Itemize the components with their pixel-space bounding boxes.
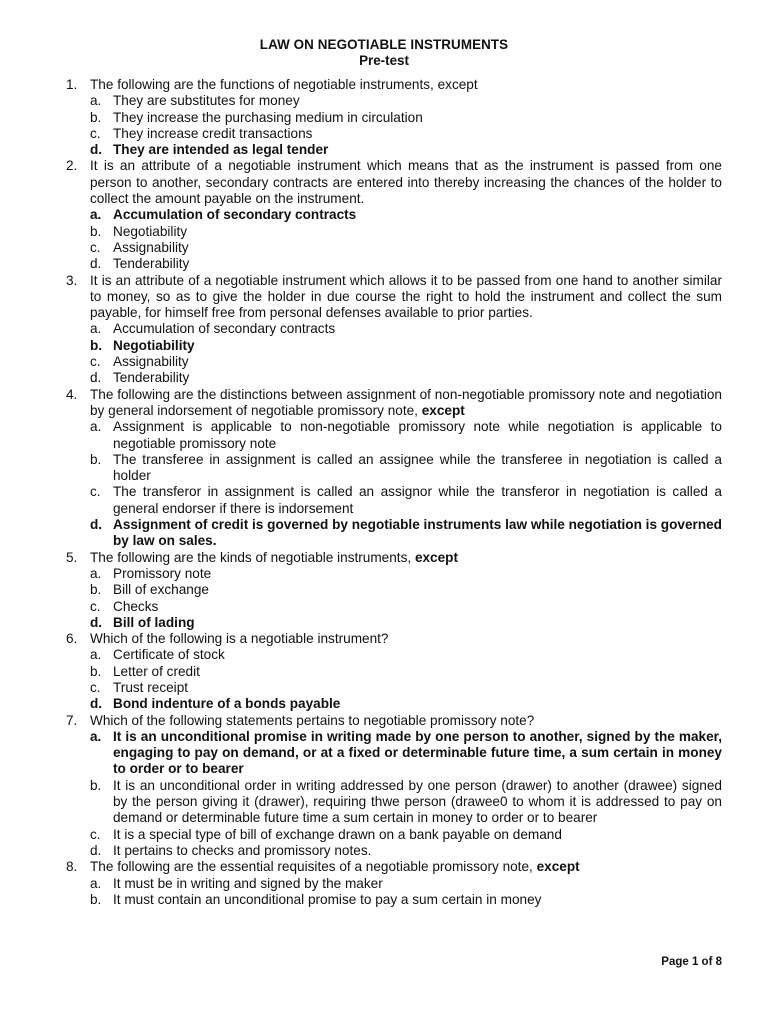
question-number: 7. (66, 712, 78, 728)
question-text: except (536, 859, 580, 875)
answer-option-highlighted (66, 729, 722, 778)
option-text: Bill of exchange (113, 582, 209, 598)
document-subtitle: Pre-test (359, 53, 409, 68)
answer-option (66, 321, 722, 337)
question-number: 4. (66, 386, 78, 402)
document-title: LAW ON NEGOTIABLE INSTRUMENTS (259, 37, 509, 52)
question-text: The following are the distinctions between assignment of non-negotiable promissory note and negotiation by general indorsement of negotiable promissory note, (90, 386, 722, 418)
question-text: Which of the following statements pertains to negotiable promissory note? (90, 712, 535, 728)
document-header (0, 37, 768, 69)
question-item (66, 631, 722, 647)
option-label: c. (90, 354, 101, 370)
option-text: Assignability (113, 354, 189, 370)
question-number: 3. (66, 272, 78, 288)
question-item (66, 859, 722, 875)
answer-option (66, 110, 722, 126)
question-text: except (414, 549, 459, 565)
answer-option-highlighted (66, 615, 722, 631)
option-text: Tenderability (113, 256, 190, 272)
answer-option (66, 892, 722, 908)
option-label: d. (90, 614, 103, 630)
answer-option (66, 93, 722, 109)
option-label: a. (90, 647, 102, 663)
answer-option-highlighted (66, 517, 722, 550)
question-text: The following are the functions of negotiable instruments, except (90, 77, 478, 92)
question-number: 2. (66, 158, 78, 174)
option-text: Assignment of credit is governed by negotiable instruments law while negotiation is governed by law on sales. (113, 517, 722, 549)
option-label: a. (90, 728, 102, 744)
page-footer: Page 1 of 8 (661, 956, 722, 968)
option-label: d. (90, 842, 102, 858)
question-text: The following are the essential requisites of a negotiable promissory note, (90, 859, 537, 875)
question-item (66, 550, 722, 566)
option-label: d. (90, 696, 103, 712)
option-text: Certificate of stock (113, 647, 225, 663)
option-label: d. (90, 517, 103, 533)
option-text: It is a special type of bill of exchange drawn on a bank payable on demand (113, 826, 562, 842)
option-text: Negotiability (113, 337, 195, 353)
answer-option (66, 664, 722, 680)
question-number: 6. (66, 631, 78, 647)
question-text: It is an attribute of a negotiable instrument which means that as the instrument is passed from one person to another, secondary contracts are entered into thereby increasing the chances of the holder to collect the amount payable on the instrument. (90, 158, 722, 207)
option-text: Bill of lading (113, 614, 195, 630)
option-label: a. (90, 875, 102, 891)
answer-option (66, 452, 722, 485)
answer-option (66, 843, 722, 859)
answer-option (66, 680, 722, 696)
option-label: d. (90, 142, 103, 158)
answer-option (66, 647, 722, 663)
option-text: Trust receipt (113, 679, 189, 695)
answer-option-highlighted (66, 142, 722, 158)
option-text: Checks (113, 598, 159, 614)
answer-option (66, 876, 722, 892)
option-label: c. (90, 239, 101, 255)
option-label: d. (90, 370, 102, 386)
answer-option (66, 599, 722, 615)
option-text: They increase credit transactions (113, 125, 313, 141)
option-text: Accumulation of secondary contracts (113, 207, 357, 223)
question-number: 1. (66, 77, 78, 92)
option-label: a. (90, 321, 102, 337)
option-text: It is an unconditional order in writing addressed by one person (drawer) to another (drawee) signed by the person giving it (drawer), requiring thwe person (drawee0 to whom it is addressed to pay on demand or determinable future time a sum certain in money to order or to bearer (113, 777, 722, 826)
answer-option (66, 126, 722, 142)
question-item (66, 158, 722, 207)
option-label: b. (90, 582, 102, 598)
answer-option-highlighted (66, 207, 722, 223)
option-label: c. (90, 679, 101, 695)
option-text: They increase the purchasing medium in circulation (113, 109, 423, 125)
question-list (66, 77, 722, 908)
option-text: The transferee in assignment is called an assignee while the transferee in negotiation is called a holder (113, 451, 722, 484)
option-label: b. (90, 777, 102, 793)
option-text: It must contain an unconditional promise to pay a sum certain in money (113, 891, 542, 907)
option-label: c. (90, 826, 101, 842)
question-number: 5. (66, 549, 78, 565)
answer-option (66, 582, 722, 598)
option-label: c. (90, 125, 101, 141)
option-label: a. (90, 207, 102, 223)
answer-option (66, 240, 722, 256)
option-text: They are intended as legal tender (113, 142, 329, 158)
answer-option (66, 566, 722, 582)
answer-option-highlighted (66, 338, 722, 354)
question-item (66, 77, 722, 93)
option-label: c. (90, 598, 101, 614)
answer-option (66, 256, 722, 272)
question-item (66, 387, 722, 420)
option-label: b. (90, 223, 102, 239)
answer-option-highlighted (66, 696, 722, 712)
option-text: Negotiability (113, 223, 188, 239)
answer-option (66, 827, 722, 843)
option-label: a. (90, 419, 102, 435)
answer-option (66, 370, 722, 386)
option-label: b. (90, 663, 102, 679)
question-text: It is an attribute of a negotiable instrument which allows it to be passed from one hand to another similar to money, so as to give the holder in due course the right to hold the instrument and collect the sum payable, for himself free from personal defenses available to prior parties. (90, 272, 722, 321)
question-text: Which of the following is a negotiable instrument? (90, 631, 389, 647)
answer-option (66, 354, 722, 370)
option-text: Letter of credit (113, 663, 200, 679)
option-text: Assignment is applicable to non-negotiable promissory note while negotiation is applicable to negotiable promissory note (113, 419, 722, 451)
option-label: b. (90, 451, 102, 467)
question-item (66, 273, 722, 322)
option-text: Bond indenture of a bonds payable (113, 696, 341, 712)
option-label: c. (90, 484, 101, 500)
option-text: It pertains to checks and promissory notes. (113, 842, 372, 858)
answer-option (66, 419, 722, 452)
option-text: They are substitutes for money (113, 93, 300, 109)
option-label: b. (90, 337, 103, 353)
answer-option (66, 778, 722, 827)
question-text: The following are the kinds of negotiable instruments, (90, 549, 415, 565)
option-text: It is an unconditional promise in writing made by one person to another, signed by the maker, engaging to pay on demand, or at a fixed or determinable future time, a sum certain in money to order or to bearer (113, 728, 722, 777)
option-text: Promissory note (113, 565, 212, 581)
option-text: Tenderability (113, 370, 190, 386)
option-text: It must be in writing and signed by the maker (113, 875, 383, 891)
option-text: Assignability (113, 239, 189, 255)
question-number: 8. (66, 859, 78, 875)
option-label: d. (90, 256, 102, 272)
question-item (66, 713, 722, 729)
answer-option (66, 484, 722, 517)
answer-option (66, 224, 722, 240)
question-text: except (421, 402, 465, 418)
option-label: b. (90, 891, 102, 907)
option-text: Accumulation of secondary contracts (113, 321, 336, 337)
option-label: b. (90, 109, 102, 125)
option-label: a. (90, 93, 102, 109)
option-text: The transferor in assignment is called an assignor while the transferor in negotiation is called a general endorser if there is indorsement (113, 484, 722, 516)
option-label: a. (90, 565, 102, 581)
